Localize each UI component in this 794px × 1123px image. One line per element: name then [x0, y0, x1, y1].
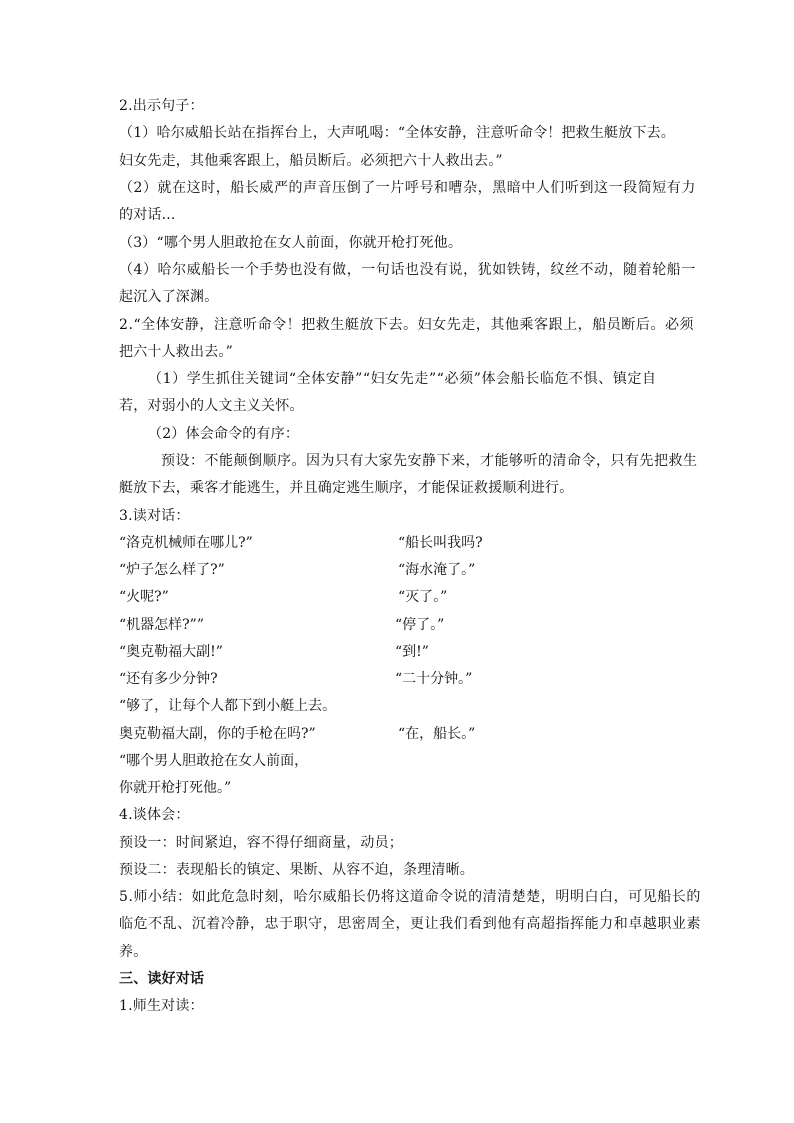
dialogue-right-6: “二十分钟。”	[395, 671, 473, 687]
summary-line-2: 临危不乱、沉着冷静，忠于职守，思密周全，更让我们看到他有高超指挥能力和卓越职业素	[119, 916, 701, 932]
command-quote-line-1: 2.“全体安静，注意听命令！把救生艇放下去。妇女先走，其他乘客跟上，船员断后。必须	[119, 317, 695, 333]
heading-discuss: 4.谈体会：	[119, 807, 190, 823]
teacher-student-reading: 1.师生对读：	[119, 998, 204, 1014]
sentence-1-line-2: 妇女先走，其他乘客跟上，船员断后。必须把六十人救出去。”	[119, 153, 503, 169]
sentence-2-line-1: （2）就在这时，船长威严的声音压倒了一片呼号和嘈杂，黑暗中人们听到这一段简短有力	[119, 180, 696, 196]
dialogue-right-3: “灭了。”	[398, 589, 448, 605]
dialogue-right-1: “船长叫我吗?	[398, 535, 483, 551]
dialogue-right-4: “停了。”	[395, 617, 445, 633]
preset-one: 预设一：时间紧迫，容不得仔细商量，动员；	[119, 835, 403, 851]
dialogue-left-3: “火呢?”	[119, 589, 169, 605]
heading-read-dialogue: 3.读对话：	[119, 508, 190, 524]
sentence-4-line-1: （4）哈尔威船长一个手势也没有做，一句话也没有说，犹如铁铸，纹丝不动，随着轮船一	[119, 262, 696, 278]
dialogue-left-2: “炉子怎么样了?”	[119, 562, 225, 578]
section-three-title: 三、读好对话	[119, 971, 205, 987]
dialogue-left-1: “洛克机械师在哪儿?”	[119, 535, 253, 551]
dialogue-left-6: “还有多少分钟?	[119, 671, 218, 687]
keyword-point-line-1: （1）学生抓住关键词“全体安静”“妇女先走”“必须”体会船长临危不惧、镇定自	[148, 371, 657, 387]
command-quote-line-2: 把六十人救出去。”	[119, 344, 233, 360]
summary-line-1: 5.师小结：如此危急时刻，哈尔威船长仍将这道命令说的清清楚楚，明明白白，可见船长的	[119, 889, 701, 905]
dialogue-left-9: “哪个男人胆敢抢在女人前面，	[119, 753, 309, 769]
heading-show-sentences: 2.出示句子：	[119, 98, 204, 114]
sentence-1-line-1: （1）哈尔威船长站在指挥台上，大声吼喝：“全体安静，注意听命令！把救生艇放下去。	[119, 125, 676, 141]
sentence-3: （3）“哪个男人胆敢抢在女人前面，你就开枪打死他。	[119, 235, 463, 251]
dialogue-left-4: “机器怎样?””	[119, 617, 204, 633]
dialogue-left-5: “奥克勒福大副!”	[119, 644, 223, 660]
dialogue-right-5: “到!”	[395, 644, 429, 660]
sentence-4-line-2: 起沉入了深渊。	[119, 289, 219, 305]
dialogue-left-10: 你就开枪打死他。”	[119, 780, 232, 796]
sentence-2-line-2: 的对话...	[119, 207, 176, 223]
preset-two: 预设二：表现船长的镇定、果断、从容不迫，条理清晰。	[119, 862, 474, 878]
order-point: （2）体会命令的有序：	[148, 426, 300, 442]
dialogue-left-7: “够了，让每个人都下到小艇上去。	[119, 698, 337, 714]
summary-line-3: 养。	[119, 944, 148, 960]
preset-line-1: 预设：不能颠倒顺序。因为只有大家先安静下来，才能够听的清命令，只有先把救生	[161, 453, 698, 469]
dialogue-right-7: “在，船长。”	[398, 726, 476, 742]
dialogue-left-8: 奥克勒福大副，你的手枪在吗?”	[119, 726, 316, 742]
preset-line-2: 艇放下去，乘客才能逃生，并且确定逃生顺序，才能保证救援顺利进行。	[119, 480, 574, 496]
keyword-point-line-2: 若，对弱小的人文主义关怀。	[119, 398, 304, 414]
dialogue-right-2: “海水淹了。”	[398, 562, 476, 578]
